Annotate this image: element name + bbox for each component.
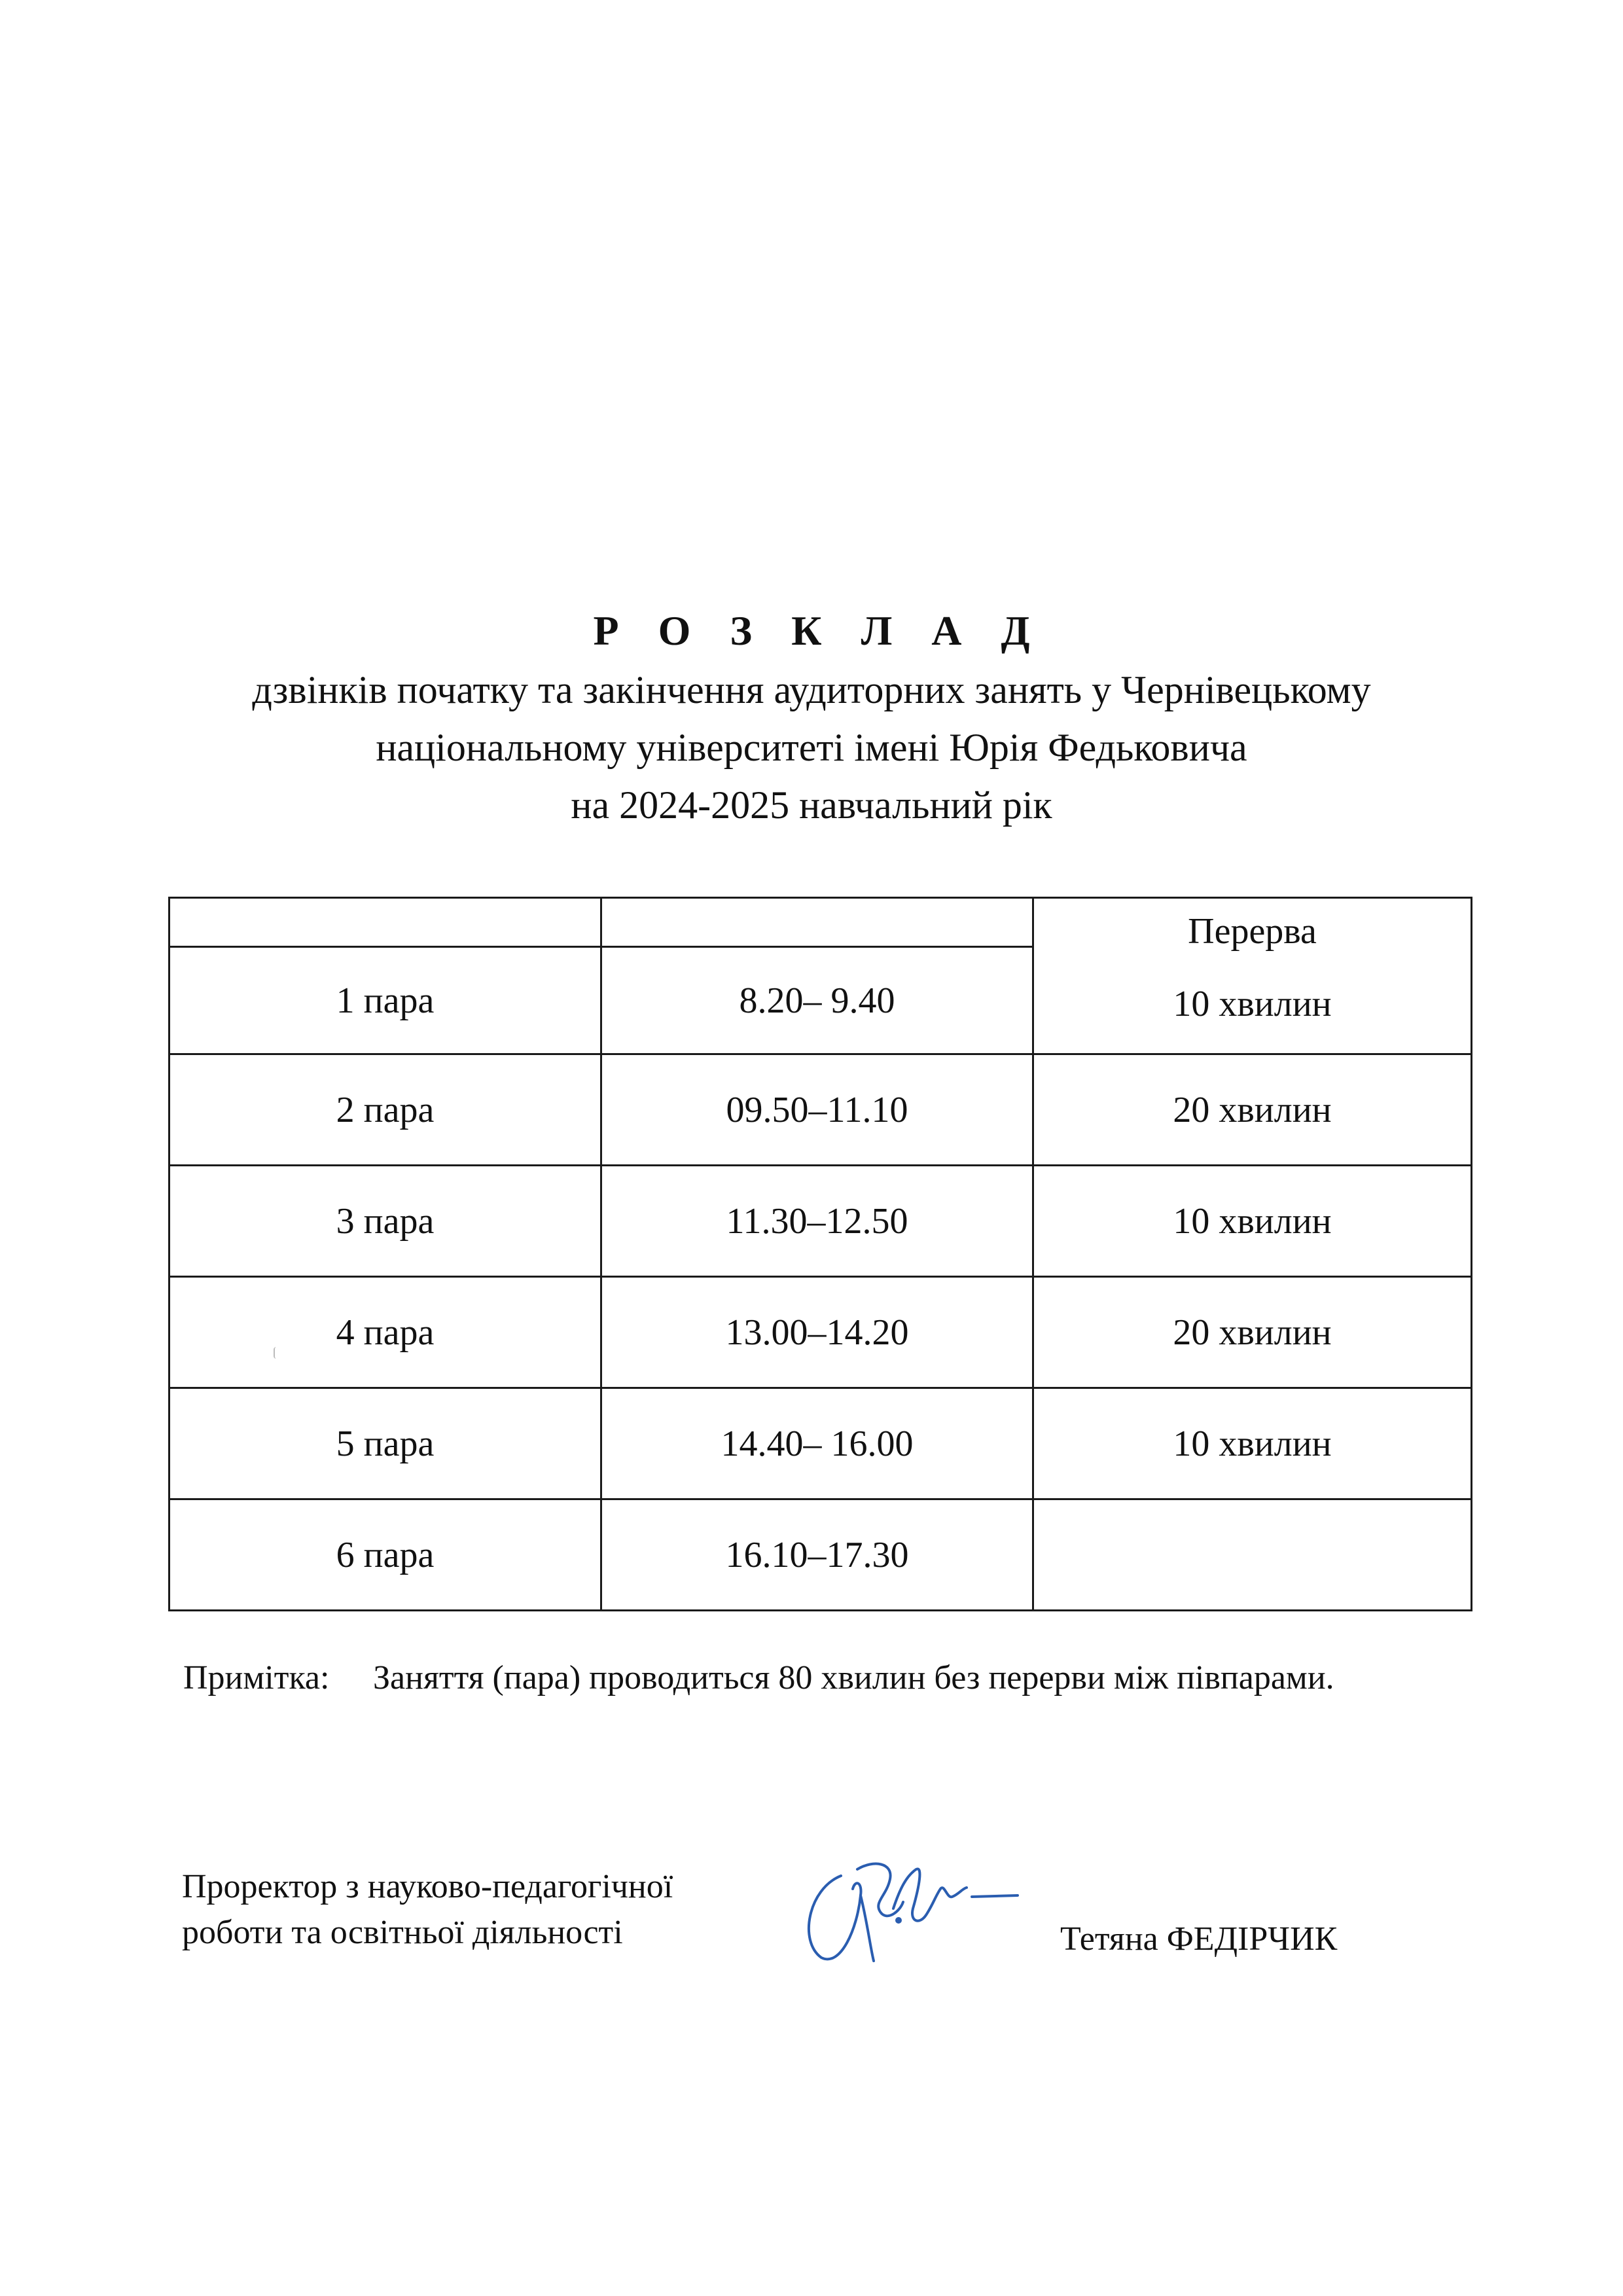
time-cell: 11.30–12.50 — [601, 1166, 1033, 1277]
table-row — [169, 1388, 1472, 1499]
subtitle-line-3: на 2024-2025 навчальний рік — [571, 783, 1052, 827]
table-row — [169, 1054, 1472, 1166]
handwritten-signature — [795, 1850, 1024, 1974]
break-cell: 20 хвилин — [1033, 1054, 1472, 1166]
header-cell-break — [1033, 898, 1472, 1054]
break-cell: 10 хвилин — [1033, 1166, 1472, 1277]
table-header-row — [169, 898, 1472, 947]
table-row — [169, 1499, 1472, 1611]
table-row — [169, 1277, 1472, 1388]
break-cell: 10 хвилин — [1033, 1388, 1472, 1499]
note — [183, 1655, 1334, 1702]
time-cell: 8.20– 9.40 — [601, 947, 1033, 1054]
document-title: Р О З К Л А Д — [593, 607, 1044, 654]
pair-cell: 1 пара — [169, 947, 601, 1054]
header-cell-pair — [169, 898, 601, 947]
note-text: Заняття (пара) проводиться 80 хвилин без перерви між півпарами. — [373, 1659, 1334, 1696]
break-header-label: Перерва — [1188, 911, 1317, 952]
subtitle-line-1: дзвінків початку та закінчення аудиторних занять у Чернівецькому — [252, 668, 1371, 711]
subtitle-line-2: національному університеті імені Юрія Федьковича — [376, 726, 1247, 769]
header-cell-time — [601, 898, 1033, 947]
signer-position-line-2: роботи та освітньої діяльності — [182, 1914, 623, 1951]
time-cell: 09.50–11.10 — [601, 1054, 1033, 1166]
time-cell: 13.00–14.20 — [601, 1277, 1033, 1388]
signer-position-line-1: Проректор з науково-педагогічної — [182, 1868, 673, 1905]
pair-cell: 4 пара — [169, 1277, 601, 1388]
break-cell — [1033, 1499, 1472, 1611]
table-row — [169, 1166, 1472, 1277]
time-cell: 14.40– 16.00 — [601, 1388, 1033, 1499]
pair-cell: 5 пара — [169, 1388, 601, 1499]
pair-cell: 6 пара — [169, 1499, 601, 1611]
time-cell: 16.10–17.30 — [601, 1499, 1033, 1611]
pair-cell: 3 пара — [169, 1166, 601, 1277]
break-value: 10 хвилин — [1173, 984, 1332, 1024]
signer-name: Тетяна ФЕДІРЧИК — [1060, 1920, 1338, 1958]
document-header — [0, 601, 1623, 834]
signer-position — [182, 1864, 673, 1956]
schedule-table — [168, 897, 1472, 1611]
pair-cell: 2 пара — [169, 1054, 601, 1166]
note-label: Примітка: — [183, 1659, 330, 1696]
scan-speck — [274, 1347, 279, 1359]
break-cell: 20 хвилин — [1033, 1277, 1472, 1388]
